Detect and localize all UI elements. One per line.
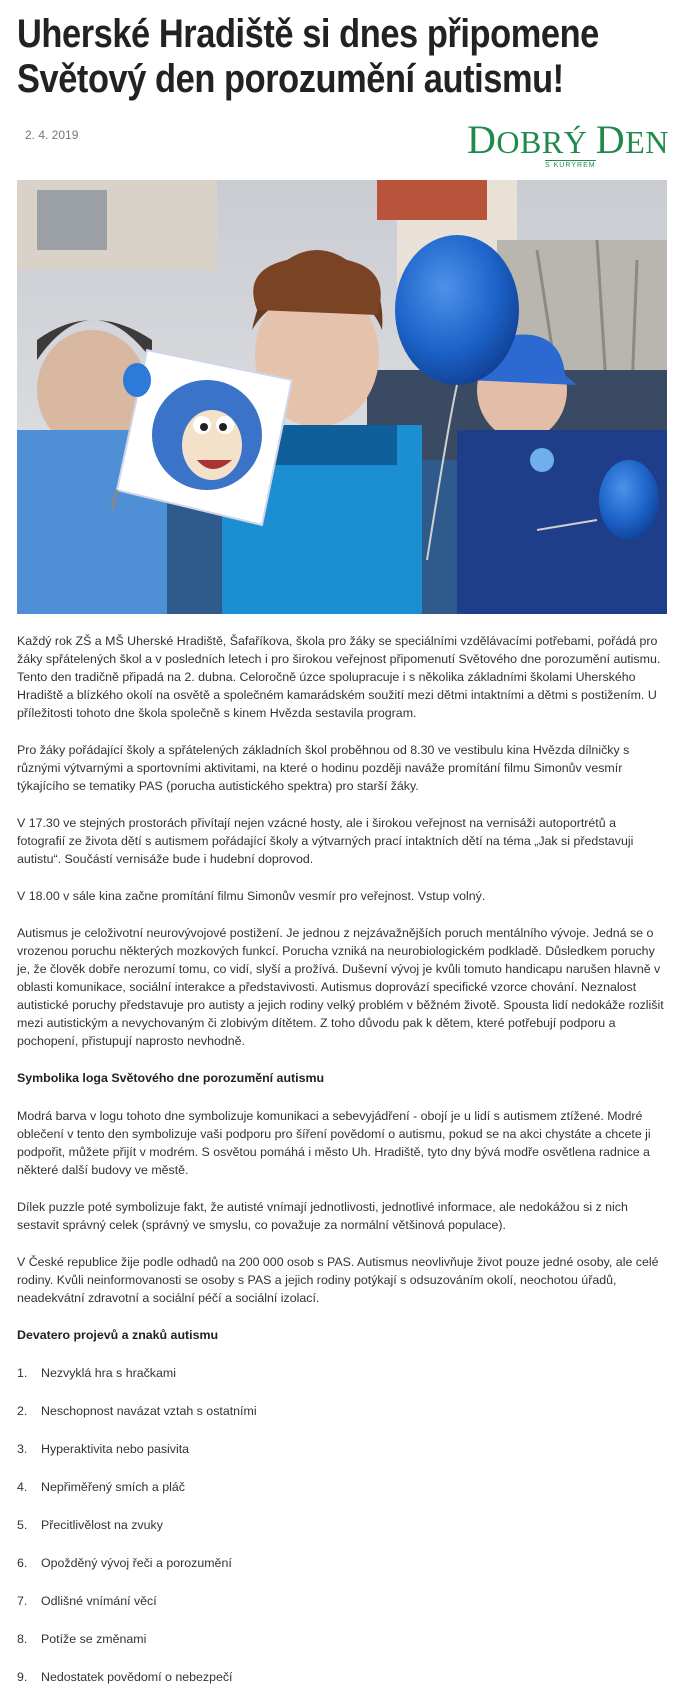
meta-row	[17, 117, 669, 177]
list-item: 3. Hyperaktivita nebo pasivita	[17, 1442, 190, 1456]
list-item: 7. Odlišné vnímání věcí	[17, 1594, 157, 1608]
article-photo	[17, 180, 667, 614]
logo-wordmark: DOBRÝ DEN	[467, 117, 669, 162]
autism-signs-list	[17, 1364, 667, 1706]
list-item: 2. Neschopnost navázat vztah s ostatními	[17, 1404, 257, 1418]
list-item: 6. Opožděný vývoj řeči a porozumění	[17, 1556, 232, 1570]
list-item: 1. Nezvyklá hra s hračkami	[17, 1366, 176, 1380]
article-date: 2. 4. 2019	[25, 128, 79, 142]
article-body	[17, 632, 667, 1706]
photo-illustration	[17, 180, 667, 614]
logo-subtitle: S KURÝREM	[545, 162, 596, 169]
list-item: 4. Nepřiměřený smích a pláč	[17, 1480, 185, 1494]
paragraph: Každý rok ZŠ a MŠ Uherské Hradiště, Šafaříkova, škola pro žáky se speciálními vzdělávacími potřebami, pořádá pro žáky spřátelených škol a v posledních letech i pro širokou veřejnost připomenutí Světového dne porozumění autismu. Tento den tradičně připadá na 2. dubna. Celoročně úzce spolupracuje i s několika základními školami Uherského Hradiště a blízkého okolí na osvětě a společném kamarádském soužití mezi dětmi intaktními a dětmi s postižením. U příležitosti tohoto dne škola společně s kinem Hvězda sestavila program.	[17, 634, 661, 720]
list-item: 8. Potíže se změnami	[17, 1632, 147, 1646]
paragraph: Pro žáky pořádající školy a spřátelených základních škol proběhnou od 8.30 ve vestibulu kina Hvězda dílničky s různými výtvarnými a sportovními aktivitami, na které o hodinu později naváže promítání filmu Simonův vesmír týkajícího se tematiky PAS (porucha autistického spektra) pro starší žáky.	[17, 743, 630, 793]
article-title: Uherské Hradiště si dnes připomene Světový den porozumění autismu!	[17, 12, 599, 101]
list-item: 9. Nedostatek povědomí o nebezpečí	[17, 1670, 233, 1684]
dobry-den-logo[interactable]	[457, 114, 677, 184]
paragraph: Modrá barva v logu tohoto dne symbolizuje komunikaci a sebevyjádření - obojí je u lidí s autismem ztížené. Modré oblečení v tento den symbolizuje vaši podporu pro šíření povědomí o autismu, pokud se na akci chystáte a chcete ji podpořit, můžete přijít v modrém. S osvětou pomáhá i město Uh. Hradiště, tyto dny bývá modře osvětlena radnice a některé další budovy ve městě.	[17, 1109, 651, 1177]
paragraph: V 17.30 ve stejných prostorách přivítají nejen vzácné hosty, ale i širokou veřejnost na vernisáži autoportrétů a fotografií ze života dětí s autismem pořádající školy a výtvarných prací intaktních dětí na téma „Jak si představuji autistu“. Součástí vernisáže bude i hudební doprovod.	[17, 816, 634, 866]
paragraph: Dílek puzzle poté symbolizuje fakt, že autisté vnímají jednotlivosti, jednotlivé informace, ale nedokážou si z nich sestavit správný celek (správný ve smyslu, co považuje za normální většinová populace).	[17, 1200, 628, 1232]
paragraph: Autismus je celoživotní neurovývojové postižení. Je jednou z nejzávažnějších poruch mentálního vývoje. Jedná se o vrozenou poruchu některých mozkových funkcí. Porucha vzniká na neurobiologickém podkladě. Důsledkem poruchy je, že člověk dobře nerozumí tomu, co vidí, slyší a prožívá. Duševní vývoj je kvůli tomuto handicapu narušen hlavně v oblasti komunikace, sociální interakce a představivosti. Autismus doprovází specifické vzorce chování. Neznalost autistické poruchy představuje pro autisty a jejich rodiny velký problém v běžném životě. Spousta lidí nedokáže rozlišit mezi autistickým a nevychovaným či zlobivým dítětem. Z toho důvodu pak k dětem, které potřebují podporu a pochopení, přistupují naprosto nevhodně.	[17, 926, 664, 1048]
section-heading-autism-signs: Devatero projevů a znaků autismu	[17, 1328, 219, 1342]
section-heading-logo-symbolism: Symbolika loga Světového dne porozumění autismu	[17, 1071, 325, 1085]
paragraph: V České republice žije podle odhadů na 200 000 osob s PAS. Autismus neovlivňuje život pouze jedné osoby, ale celé rodiny. Kvůli neinformovanosti se osoby s PAS a jejich rodiny potýkají s odsuzováním okolí, neochotou úřadů, neadekvátní zdravotní a sociální péčí a sociální izolací.	[17, 1255, 659, 1305]
list-item: 5. Přecitlivělost na zvuky	[17, 1518, 163, 1532]
article	[17, 0, 667, 1706]
paragraph: V 18.00 v sále kina začne promítání filmu Simonův vesmír pro veřejnost. Vstup volný.	[17, 889, 486, 903]
